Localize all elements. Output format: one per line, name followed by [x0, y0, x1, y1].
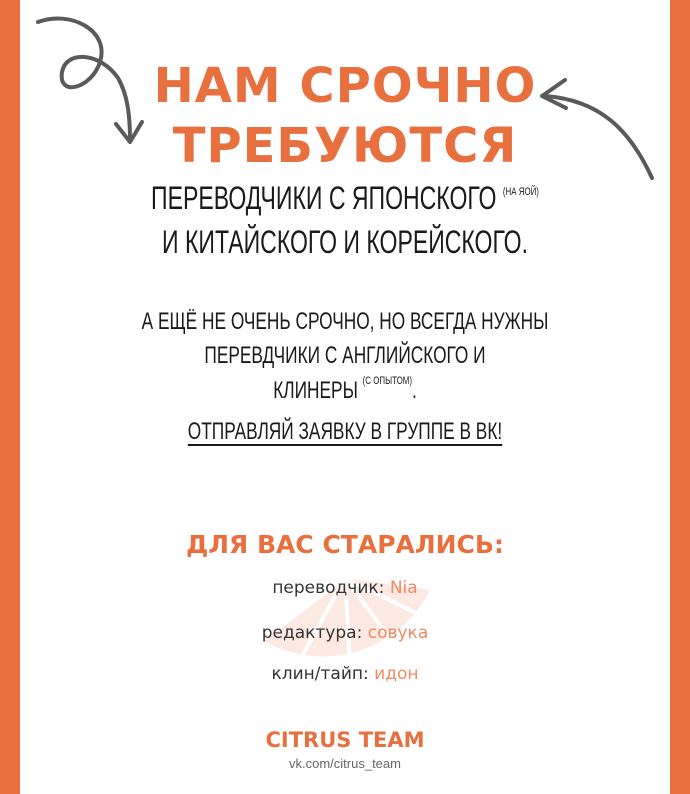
- also-note: (С ОПЫТОМ): [362, 375, 412, 387]
- also-line-3-text: КЛИНЕРЫ: [273, 377, 358, 404]
- editor-label: редактура:: [261, 623, 363, 643]
- credit-translator: [0, 578, 690, 598]
- cleaner-label: клин/тайп:: [271, 664, 369, 684]
- need-line-2: И КИТАЙСКОГО И КОРЕЙСКОГО.: [162, 224, 528, 260]
- team-link[interactable]: vk.com/citrus_team: [289, 756, 401, 771]
- need-line-1: [97, 180, 594, 217]
- editor-name: совука: [367, 623, 429, 643]
- team-name: CITRUS TEAM: [265, 728, 425, 752]
- credit-editor: [0, 623, 690, 643]
- also-line-3: [97, 375, 594, 405]
- translator-name: Nia: [389, 578, 418, 598]
- headline-line-2: ТРЕБУЮТСЯ: [172, 118, 518, 174]
- headline-line-1: НАМ СРОЧНО: [153, 58, 537, 114]
- cta-link[interactable]: ОТПРАВЛЯЙ ЗАЯВКУ В ГРУППЕ В ВК!: [187, 418, 503, 445]
- also-line-2: ПЕРЕВДЧИКИ С АНГЛИЙСКОГО И: [204, 342, 486, 369]
- also-line-1: А ЕЩЁ НЕ ОЧЕНЬ СРОЧНО, НО ВСЕГДА НУЖНЫ: [141, 308, 549, 335]
- credits-title: ДЛЯ ВАС СТАРАЛИСЬ:: [186, 530, 504, 559]
- need-line-1-text: ПЕРЕВОДЧИКИ С ЯПОНСКОГО: [151, 180, 497, 216]
- cleaner-name: идон: [374, 664, 419, 684]
- need-note: (НА ЯОЙ): [502, 186, 539, 198]
- also-line-3-end: .: [411, 377, 417, 404]
- translator-label: переводчик:: [272, 578, 385, 598]
- credit-cleaner: [0, 664, 690, 684]
